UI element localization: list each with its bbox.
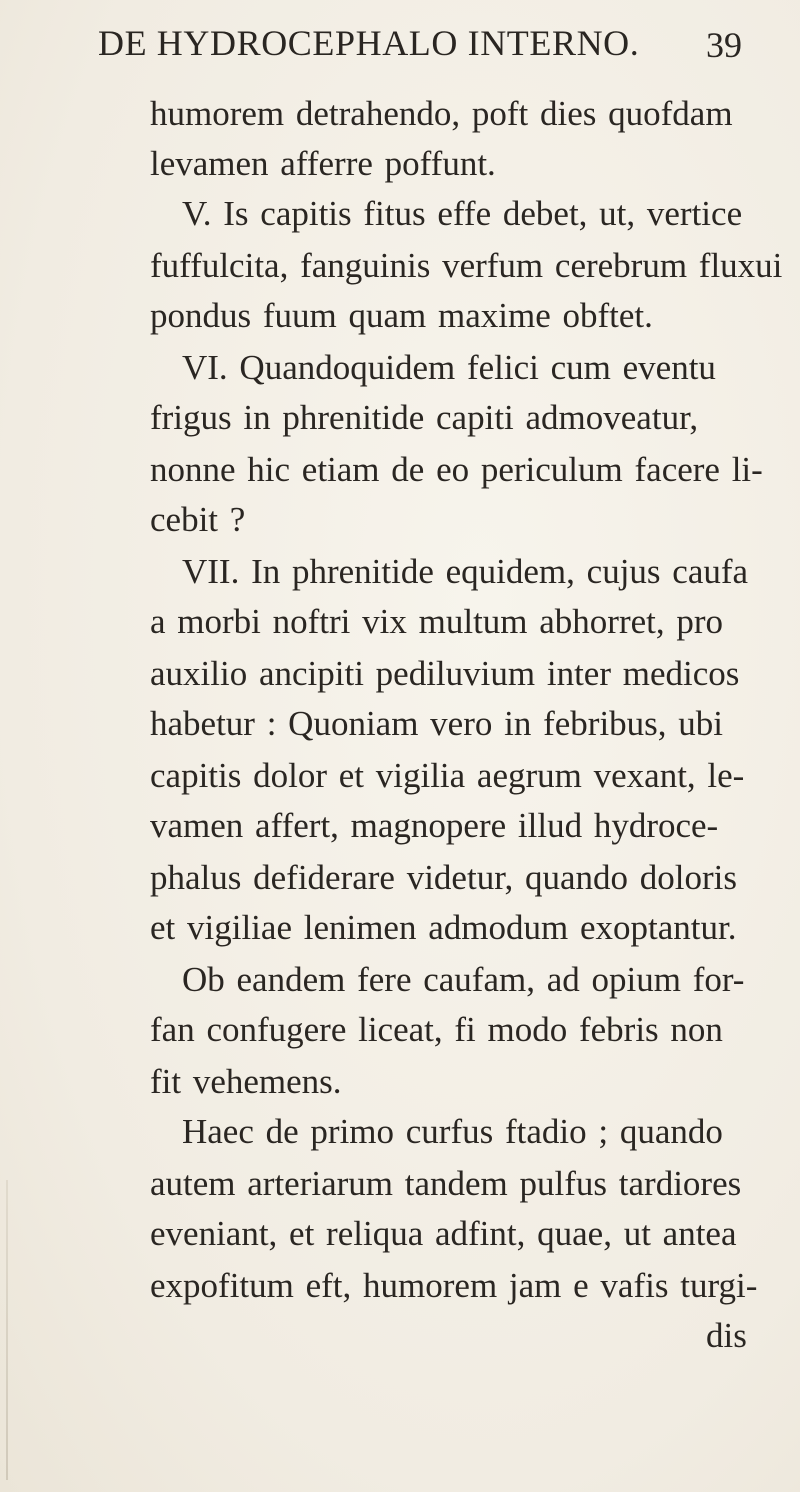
text-line-1: humorem detrahendo, poft dies quofdam bbox=[150, 94, 733, 133]
text-line-10: VII. In phrenitide equidem, cujus caufa bbox=[182, 552, 749, 591]
text-line-4: fuffulcita, fanguinis verfum cerebrum fluxui bbox=[150, 246, 783, 285]
text-line-17: et vigiliae lenimen admodum exoptantur. bbox=[150, 908, 737, 947]
text-line-12: auxilio ancipiti pediluvium inter medicos bbox=[150, 654, 740, 693]
text-line-7: frigus in phrenitide capiti admoveatur, bbox=[150, 398, 699, 437]
text-line-2: levamen afferre poffunt. bbox=[150, 144, 496, 183]
text-line-9: cebit ? bbox=[150, 500, 246, 539]
text-line-16: phalus defiderare videtur, quando doloris bbox=[150, 858, 737, 897]
text-line-14: capitis dolor et vigilia aegrum vexant, le- bbox=[150, 756, 745, 795]
page-header bbox=[0, 22, 800, 82]
text-line-15: vamen affert, magnopere illud hydroce- bbox=[150, 806, 719, 845]
text-line-6: VI. Quandoquidem felici cum eventu bbox=[182, 348, 716, 387]
text-line-21: Haec de primo curfus ftadio ; quando bbox=[182, 1112, 723, 1151]
text-line-13: habetur : Quoniam vero in febribus, ubi bbox=[150, 704, 724, 743]
text-line-20: fit vehemens. bbox=[150, 1062, 342, 1101]
text-line-3: V. Is capitis fitus effe debet, ut, vertice bbox=[182, 194, 743, 233]
text-line-19: fan confugere liceat, fi modo febris non bbox=[150, 1010, 723, 1049]
text-line-22: autem arteriarum tandem pulfus tardiores bbox=[150, 1164, 742, 1203]
text-line-18: Ob eandem fere caufam, ad opium for- bbox=[182, 960, 745, 999]
text-line-5: pondus fuum quam maxime obftet. bbox=[150, 296, 653, 335]
text-line-23: eveniant, et reliqua adfint, quae, ut antea bbox=[150, 1214, 737, 1253]
text-line-24: expofitum eft, humorem jam e vafis turgi- bbox=[150, 1266, 758, 1305]
text-line-11: a morbi noftri vix multum abhorret, pro bbox=[150, 602, 724, 641]
page-edge-shadow bbox=[6, 1180, 8, 1480]
catchword: dis bbox=[706, 1316, 747, 1355]
running-head: DE HYDROCEPHALO INTERNO. bbox=[98, 23, 640, 63]
text-line-8: nonne hic etiam de eo periculum facere li- bbox=[150, 450, 763, 489]
page-number: 39 bbox=[706, 25, 742, 65]
